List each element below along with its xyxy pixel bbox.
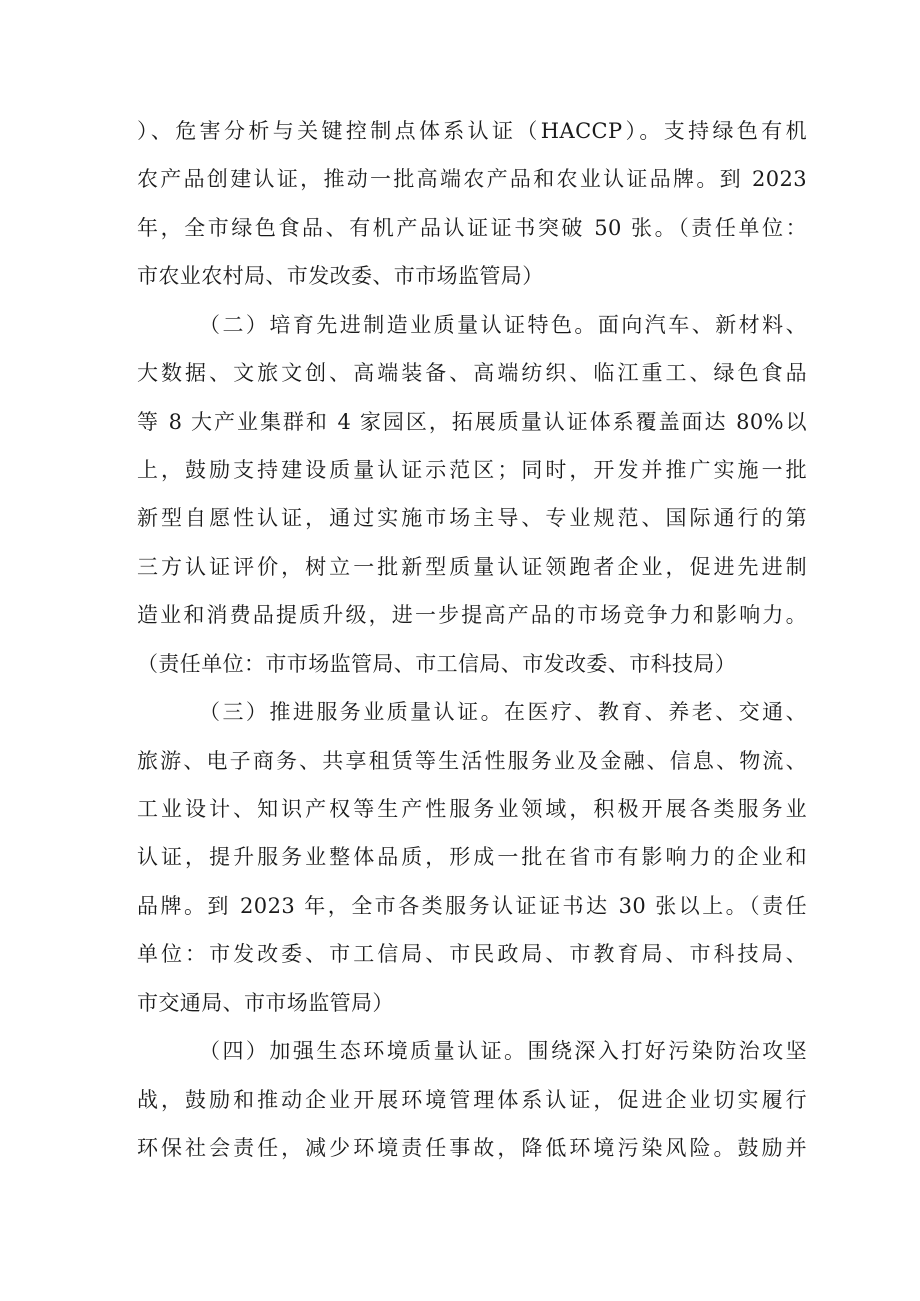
text-line: 环保社会责任，减少环境责任事故，降低环境污染风险。鼓励并: [137, 1136, 807, 1160]
text-line: 旅游、电子商务、共享租赁等生活性服务业及金融、信息、物流、: [137, 749, 807, 773]
text-line: 战，鼓励和推动企业开展环境管理体系认证，促进企业切实履行: [137, 1088, 807, 1112]
text-line: 年，全市绿色食品、有机产品认证证书突破 50 张。（责任单位：: [137, 216, 807, 240]
text-line: 新型自愿性认证，通过实施市场主导、专业规范、国际通行的第: [137, 506, 807, 530]
text-line: 品牌。到 2023 年，全市各类服务认证证书达 30 张以上。（责任: [137, 894, 807, 918]
text-line: 农产品创建认证，推动一批高端农产品和农业认证品牌。到 2023: [137, 167, 807, 191]
text-line: 三方认证评价，树立一批新型质量认证领跑者企业，促进先进制: [137, 555, 807, 579]
text-line: 单位：市发改委、市工信局、市民政局、市教育局、市科技局、: [137, 942, 807, 966]
paragraph-heading-line: （三）推进服务业质量认证。在医疗、教育、养老、交通、: [199, 700, 807, 724]
text-line: （责任单位：市市场监管局、市工信局、市发改委、市科技局）: [137, 652, 737, 676]
text-line: 大数据、文旅文创、高端装备、高端纺织、临江重工、绿色食品: [137, 361, 807, 385]
text-line: ）、危害分析与关键控制点体系认证（HACCP）。支持绿色有机: [137, 119, 807, 143]
text-line: 工业设计、知识产权等生产性服务业领域，积极开展各类服务业: [137, 797, 807, 821]
text-line: 认证，提升服务业整体品质，形成一批在省市有影响力的企业和: [137, 845, 807, 869]
text-line: 市交通局、市市场监管局）: [137, 991, 394, 1015]
text-line: 造业和消费品提质升级，进一步提高产品的市场竞争力和影响力。: [137, 603, 807, 627]
paragraph-heading-line: （二）培育先进制造业质量认证特色。面向汽车、新材料、: [199, 313, 807, 337]
paragraph-heading-line: （四）加强生态环境质量认证。围绕深入打好污染防治攻坚: [199, 1039, 807, 1063]
text-line: 等 8 大产业集群和 4 家园区，拓展质量认证体系覆盖面达 80%以: [137, 410, 807, 434]
text-line: 上，鼓励支持建设质量认证示范区；同时，开发并推广实施一批: [137, 458, 807, 482]
text-line: 市农业农村局、市发改委、市市场监管局）: [137, 264, 544, 288]
